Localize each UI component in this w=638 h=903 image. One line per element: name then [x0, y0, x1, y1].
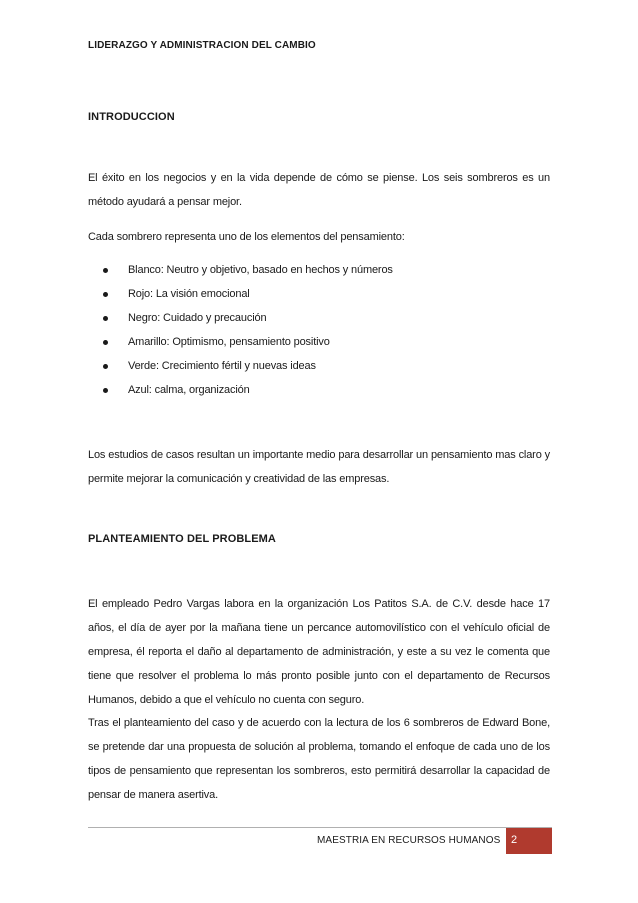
section-heading-planteamiento: PLANTEAMIENTO DEL PROBLEMA [88, 533, 276, 545]
list-item-text: Azul: calma, organización [128, 384, 250, 396]
hat-list [103, 258, 393, 402]
bullet-icon [103, 364, 108, 369]
list-item [103, 258, 393, 282]
list-item-text: Verde: Crecimiento fértil y nuevas ideas [128, 360, 316, 372]
list-item [103, 378, 393, 402]
bullet-icon [103, 268, 108, 273]
section-heading-introduccion: INTRODUCCION [88, 111, 175, 123]
footer-divider [88, 827, 552, 828]
bullet-icon [103, 340, 108, 345]
page-number: 2 [511, 834, 518, 846]
list-item [103, 306, 393, 330]
intro-paragraph-3: Los estudios de casos resultan un importante medio para desarrollar un pensamiento mas claro y permite mejorar la comunicación y creatividad de las empresas. [88, 449, 550, 485]
list-item-text: Negro: Cuidado y precaución [128, 312, 267, 324]
page-number-badge [506, 828, 552, 854]
problem-paragraph-1: El empleado Pedro Vargas labora en la organización Los Patitos S.A. de C.V. desde hace 17 años, el día de ayer por la mañana tiene un percance automovilístico con el vehículo oficial de empresa, él reporta el daño al departamento de administración, y este a su vez le comenta que tiene que resolver el problema lo más pronto posible junto con el departamento de Recursos Humanos, debido a que el vehículo no cuenta con seguro. [88, 598, 550, 706]
list-item-text: Blanco: Neutro y objetivo, basado en hechos y números [128, 264, 393, 276]
running-header: LIDERAZGO Y ADMINISTRACION DEL CAMBIO [88, 40, 316, 51]
intro-paragraph-2: Cada sombrero representa uno de los elementos del pensamiento: [88, 231, 405, 243]
list-item [103, 354, 393, 378]
list-item [103, 330, 393, 354]
footer-label: MAESTRIA EN RECURSOS HUMANOS [317, 835, 501, 846]
problem-paragraph-2: Tras el planteamiento del caso y de acuerdo con la lectura de los 6 sombreros de Edward Bone, se pretende dar una propuesta de solución al problema, tomando el enfoque de cada uno de los tipos de pensamiento que representan los sombreros, esto permitirá desarrollar la capacidad de pensar de manera asertiva. [88, 717, 550, 801]
bullet-icon [103, 316, 108, 321]
bullet-icon [103, 292, 108, 297]
intro-paragraph-1: El éxito en los negocios y en la vida depende de cómo se piense. Los seis sombreros es un método ayudará a pensar mejor. [88, 172, 550, 208]
bullet-icon [103, 388, 108, 393]
list-item-text: Rojo: La visión emocional [128, 288, 250, 300]
list-item [103, 282, 393, 306]
list-item-text: Amarillo: Optimismo, pensamiento positivo [128, 336, 330, 348]
